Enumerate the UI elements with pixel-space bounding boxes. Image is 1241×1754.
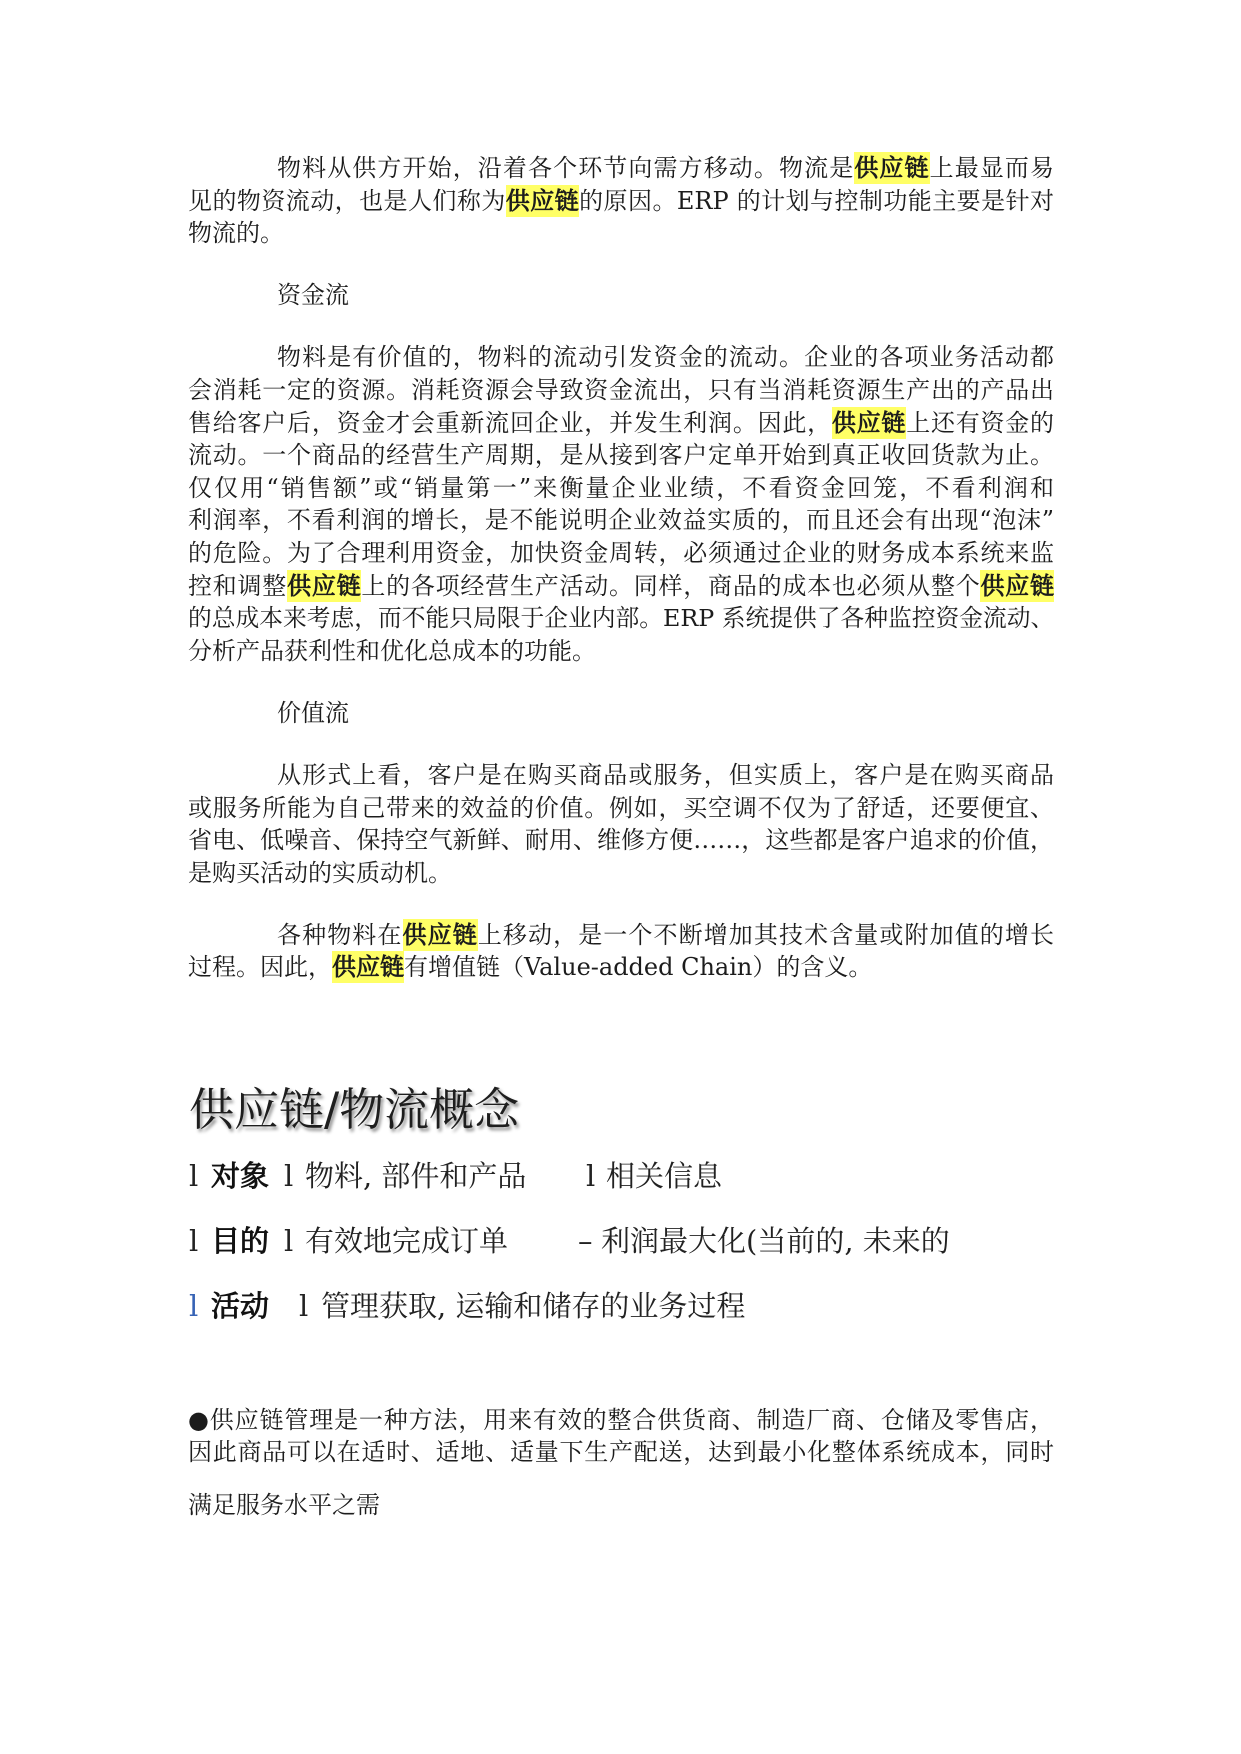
search-highlight: 供应链 (980, 571, 1055, 600)
text-line: 物料从供方开始，沿着各个环节向需方移动。物流是供应链上最显而易 (277, 154, 1055, 182)
search-highlight: 供应链 (831, 408, 907, 437)
text-line: 是购买活动的实质动机。 (188, 858, 452, 887)
text-line: 满足服务水平之需 (188, 1491, 380, 1519)
bullet-marker: l (189, 1289, 199, 1323)
text-line: ●供应链管理是一种方法，用来有效的整合供货商、制造厂商、仓储及零售店， (188, 1406, 1054, 1434)
text-line: 省电、低噪音、保持空气新鲜、耐用、维修方便……，这些都是客户追求的价值， (188, 826, 1054, 855)
bullet-marker: l (189, 1224, 199, 1258)
text-line: 会消耗一定的资源。消耗资源会导致资金流出，只有当消耗资源生产出的产品出 (188, 375, 1054, 404)
row-item-text: 有效地完成订单 (305, 1224, 509, 1258)
bullet-marker: l (189, 1159, 199, 1193)
search-highlight: 供应链 (332, 953, 404, 982)
search-highlight: 供应链 (402, 920, 478, 949)
search-highlight: 供应链 (854, 154, 930, 182)
text-line: 仅仅用“销售额”或“销量第一”来衡量企业业绩，不看资金回笼，不看利润和 (188, 473, 1054, 502)
text-line: 流动。一个商品的经营生产周期，是从接到客户定单开始到真正收回货款为止。 (188, 441, 1054, 470)
row-item-text: 利润最大化(当前的, 未来的 (601, 1224, 950, 1258)
text-line: 从形式上看，客户是在购买商品或服务，但实质上，客户是在购买商品 (277, 760, 1054, 789)
row-label: 目的 (211, 1224, 270, 1258)
paragraph-value-flow (188, 759, 1054, 889)
text-line: 物流的。 (188, 219, 284, 248)
row-item-text: 相关信息 (606, 1159, 723, 1193)
text-line: 的总成本来考虑，而不能只局限于企业内部。ERP 系统提供了各种监控资金流动、 (188, 604, 1055, 633)
text-line: 过程。因此，供应链有增值链（Value-added Chain）的含义。 (188, 953, 873, 982)
text-line: 利润率，不看利润的增长，是不能说明企业效益实质的，而且还会有出现“泡沫” (188, 506, 1054, 535)
sub-bullet-marker: l (586, 1159, 596, 1193)
row-item-text: 管理获取, 运输和储存的业务过程 (321, 1289, 746, 1323)
text-line: 因此商品可以在适时、适地、适量下生产配送，达到最小化整体系统成本，同时 (188, 1438, 1054, 1466)
text-line: 售给客户后，资金才会重新流回企业，并发生利润。因此，供应链上还有资金的 (188, 408, 1055, 437)
row-label: 对象 (211, 1159, 270, 1193)
row-label: 活动 (211, 1289, 270, 1323)
text-line: 分析产品获利性和优化总成本的功能。 (188, 636, 596, 665)
section-heading: 供应链/物流概念 (189, 1083, 520, 1136)
search-highlight: 供应链 (287, 571, 362, 600)
dash-marker: – (578, 1224, 593, 1258)
sub-bullet-marker: l (284, 1224, 294, 1258)
text-line: 控和调整供应链上的各项经营生产活动。同样，商品的成本也必须从整个供应链 (188, 571, 1055, 600)
concept-row-object (188, 1156, 1054, 1196)
text-line: 的危险。为了合理利用资金，加快资金周转，必须通过企业的财务成本系统来监 (188, 538, 1054, 567)
sub-bullet-marker: l (299, 1289, 309, 1323)
body-text-section (188, 152, 1054, 984)
paragraph-scm-definition (188, 1404, 1054, 1521)
text-line: 物料是有价值的，物料的流动引发资金的流动。企业的各项业务活动都 (277, 343, 1054, 372)
concept-row-activity (188, 1286, 1054, 1326)
concept-row-purpose (188, 1221, 1054, 1261)
text-line: 各种物料在供应链上移动，是一个不断增加其技术含量或附加值的增长 (277, 920, 1055, 949)
paragraph-value-chain (188, 919, 1054, 984)
subheading-capital-flow: 资金流 (277, 281, 349, 310)
sub-bullet-marker: l (284, 1159, 294, 1193)
subheading-value-flow: 价值流 (277, 698, 349, 727)
search-highlight: 供应链 (505, 186, 580, 215)
paragraph-material-flow (188, 152, 1054, 250)
text-line: 见的物资流动，也是人们称为供应链的原因。ERP 的计划与控制功能主要是针对 (188, 186, 1055, 215)
row-item-text: 物料, 部件和产品 (305, 1159, 527, 1193)
paragraph-capital-flow (188, 341, 1054, 667)
text-line: 或服务所能为自己带来的效益的价值。例如，买空调不仅为了舒适，还要便宜、 (188, 793, 1054, 822)
